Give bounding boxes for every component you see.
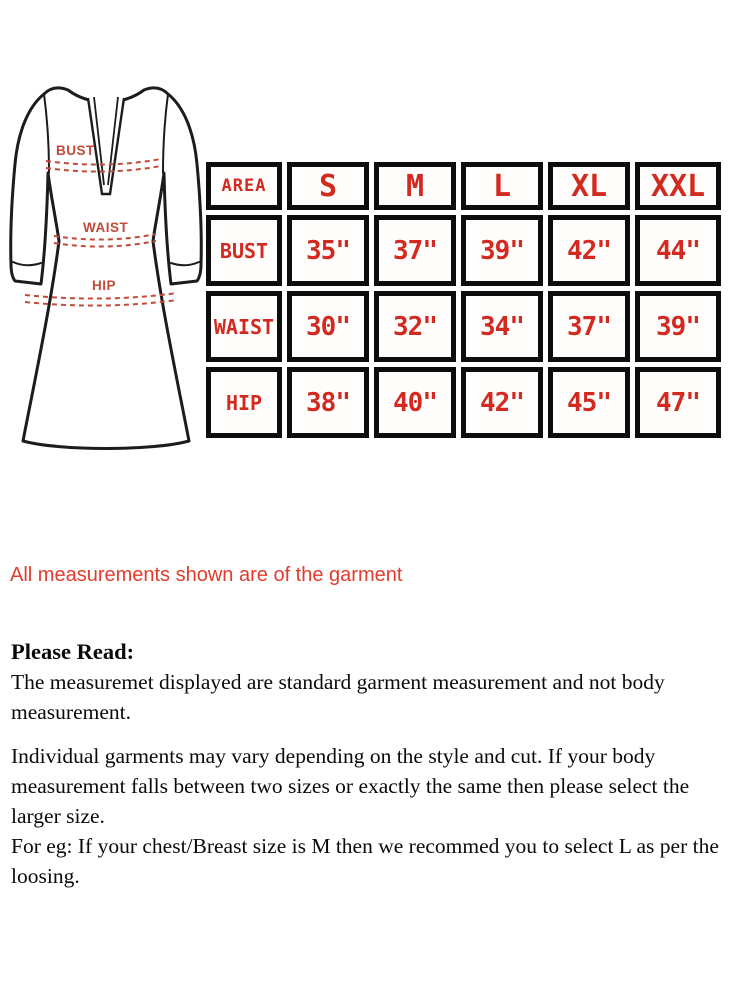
garment-measurement-note: All measurements shown are of the garment [10,564,403,586]
please-read-heading: Please Read: [11,639,135,664]
size-header-xxl: XXL [635,162,721,210]
hip-xxl-value: 47" [635,367,721,438]
hip-label: HIP [92,278,117,293]
waist-row-label: WAIST [206,291,282,362]
waist-xl-value: 37" [548,291,630,362]
table-header-row [206,162,721,210]
waist-m-value: 32" [374,291,456,362]
garment-measurement-diagram [4,84,206,456]
waist-l-value: 34" [461,291,543,362]
waist-s-value: 30" [287,291,369,362]
waist-xxl-value: 39" [635,291,721,362]
bust-l-value: 39" [461,215,543,286]
area-header-cell: AREA [206,162,282,210]
paragraph-example: For eg: If your chest/Breast size is M then we recommed you to select L as per the loosing. [11,834,719,888]
paragraph-size-variance: Individual garments may vary depending on the style and cut. If your body measurement falls between two sizes or exactly the same then please select the larger size. [11,744,690,828]
hip-m-value: 40" [374,367,456,438]
please-read-section [11,637,735,891]
bust-m-value: 37" [374,215,456,286]
table-row-waist [206,291,721,362]
size-header-s: S [287,162,369,210]
size-chart-table [201,157,726,443]
bust-xxl-value: 44" [635,215,721,286]
bust-row-label: BUST [206,215,282,286]
size-header-xl: XL [548,162,630,210]
table-row-hip [206,367,721,438]
waist-label: WAIST [83,220,129,235]
size-header-l: L [461,162,543,210]
hip-row-label: HIP [206,367,282,438]
paragraph-standard-measurement: The measuremet displayed are standard garment measurement and not body measurement. [11,670,665,724]
table-row-bust [206,215,721,286]
hip-s-value: 38" [287,367,369,438]
bust-s-value: 35" [287,215,369,286]
bust-xl-value: 42" [548,215,630,286]
bust-label: BUST [56,143,95,158]
size-header-m: M [374,162,456,210]
hip-xl-value: 45" [548,367,630,438]
hip-l-value: 42" [461,367,543,438]
